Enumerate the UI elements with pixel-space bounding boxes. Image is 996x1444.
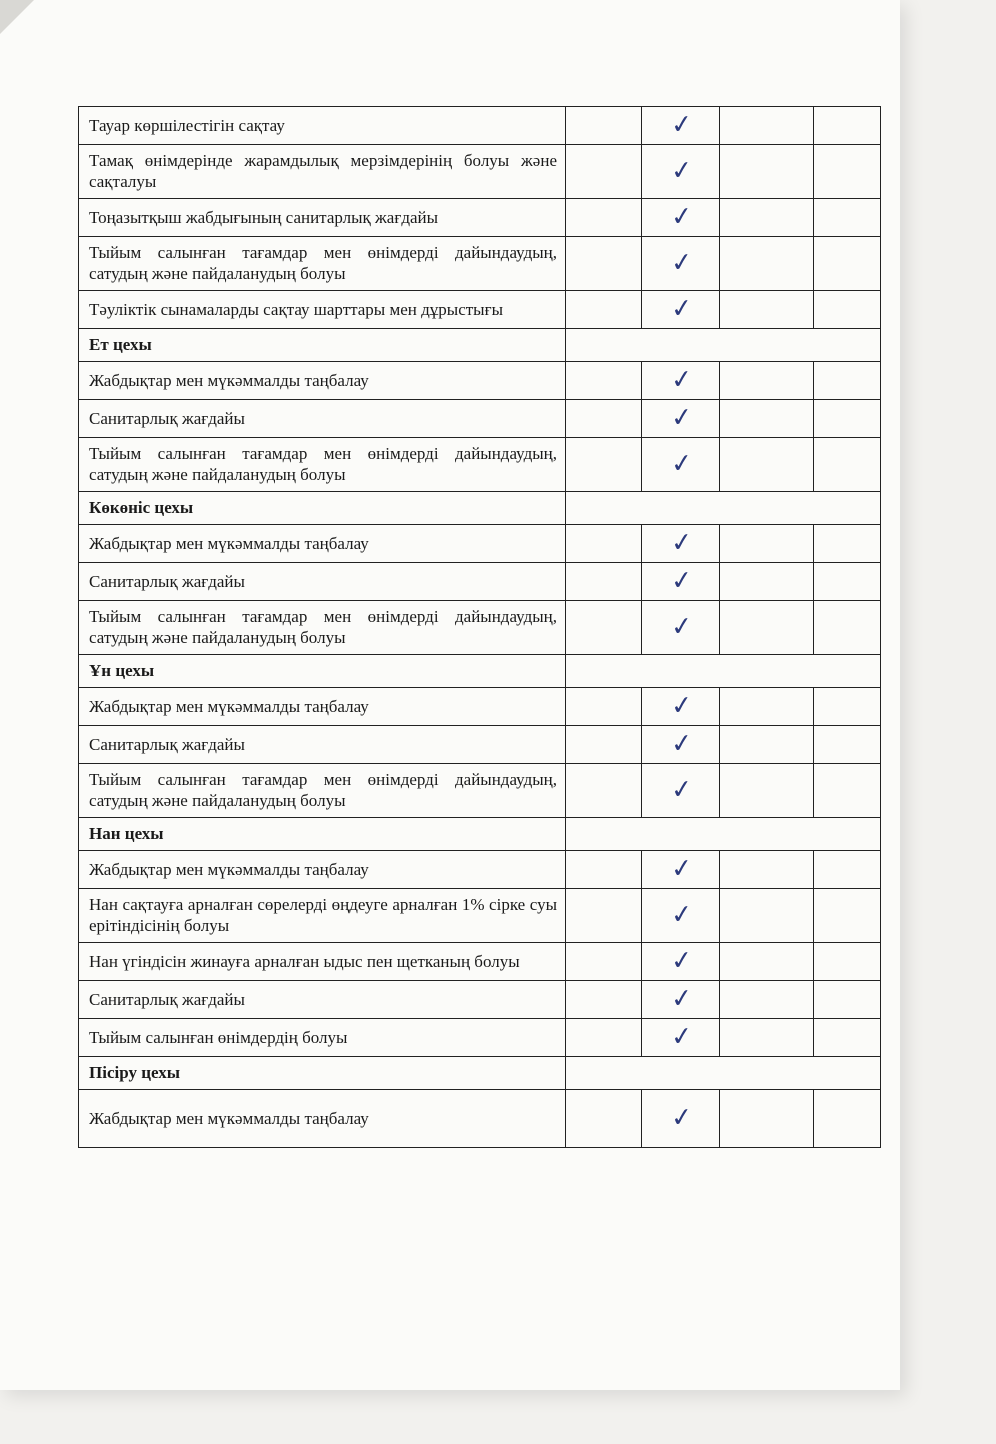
criterion-label: Тыйым салынған тағамдар мен өнімдерді дайындаудың, сатудың және пайдаланудың болуы (79, 601, 566, 655)
checkmark-icon: ✓ (669, 292, 694, 326)
mark-cell-3 (720, 981, 814, 1019)
mark-cell-1 (566, 400, 642, 438)
mark-cell-2 (642, 688, 720, 726)
mark-cell-2 (642, 726, 720, 764)
table-row (79, 889, 881, 943)
mark-cell-1 (566, 563, 642, 601)
mark-cell-3 (720, 688, 814, 726)
table-row (79, 362, 881, 400)
mark-cell-4 (814, 107, 881, 145)
table-row (79, 726, 881, 764)
mark-cell-1 (566, 291, 642, 329)
criterion-label: Жабдықтар мен мүкәммалды таңбалау (79, 362, 566, 400)
mark-cell-1 (566, 362, 642, 400)
mark-cell-4 (814, 851, 881, 889)
table-row (79, 764, 881, 818)
section-title: Ет цехы (79, 329, 566, 362)
checkmark-icon: ✓ (669, 852, 694, 886)
mark-cell-4 (814, 362, 881, 400)
table-row (79, 981, 881, 1019)
mark-cell-4 (814, 237, 881, 291)
mark-cell-2 (642, 291, 720, 329)
mark-cell-1 (566, 525, 642, 563)
mark-cell-1 (566, 688, 642, 726)
criterion-label: Тыйым салынған тағамдар мен өнімдерді дайындаудың, сатудың және пайдаланудың болуы (79, 438, 566, 492)
criterion-label: Санитарлық жағдайы (79, 400, 566, 438)
checkmark-icon: ✓ (669, 108, 694, 142)
section-title: Пісіру цехы (79, 1057, 566, 1090)
mark-cell-3 (720, 889, 814, 943)
mark-cell-1 (566, 764, 642, 818)
section-empty-cell (566, 329, 881, 362)
mark-cell-3 (720, 1019, 814, 1057)
mark-cell-1 (566, 1090, 642, 1148)
table-row (79, 943, 881, 981)
mark-cell-2 (642, 237, 720, 291)
mark-cell-3 (720, 601, 814, 655)
mark-cell-4 (814, 726, 881, 764)
table-row (79, 851, 881, 889)
table-row (79, 688, 881, 726)
criterion-label: Тамақ өнімдерінде жарамдылық мерзімдерінің болуы және сақталуы (79, 145, 566, 199)
mark-cell-3 (720, 237, 814, 291)
mark-cell-2 (642, 943, 720, 981)
mark-cell-1 (566, 981, 642, 1019)
mark-cell-4 (814, 438, 881, 492)
criterion-label: Жабдықтар мен мүкәммалды таңбалау (79, 851, 566, 889)
table-row (79, 525, 881, 563)
criterion-label: Тыйым салынған тағамдар мен өнімдерді дайындаудың, сатудың және пайдаланудың болуы (79, 237, 566, 291)
mark-cell-2 (642, 400, 720, 438)
criterion-label: Жабдықтар мен мүкәммалды таңбалау (79, 525, 566, 563)
mark-cell-1 (566, 199, 642, 237)
mark-cell-4 (814, 563, 881, 601)
checkmark-icon: ✓ (669, 363, 694, 397)
criterion-label: Тоңазытқыш жабдығының санитарлық жағдайы (79, 199, 566, 237)
table-row (79, 145, 881, 199)
mark-cell-4 (814, 1019, 881, 1057)
criterion-label: Тыйым салынған тағамдар мен өнімдерді дайындаудың, сатудың және пайдаланудың болуы (79, 764, 566, 818)
checkmark-icon: ✓ (669, 982, 694, 1016)
checkmark-icon: ✓ (669, 944, 694, 978)
mark-cell-1 (566, 237, 642, 291)
criterion-label: Тәуліктік сынамаларды сақтау шарттары мен дұрыстығы (79, 291, 566, 329)
mark-cell-1 (566, 1019, 642, 1057)
criterion-label: Санитарлық жағдайы (79, 981, 566, 1019)
checkmark-icon: ✓ (669, 1101, 694, 1135)
mark-cell-2 (642, 107, 720, 145)
mark-cell-3 (720, 199, 814, 237)
mark-cell-1 (566, 889, 642, 943)
mark-cell-1 (566, 851, 642, 889)
mark-cell-4 (814, 688, 881, 726)
mark-cell-4 (814, 291, 881, 329)
criterion-label: Тауар көршілестігін сақтау (79, 107, 566, 145)
mark-cell-3 (720, 563, 814, 601)
checkmark-icon: ✓ (669, 526, 694, 560)
checkmark-icon: ✓ (669, 773, 694, 807)
criterion-label: Санитарлық жағдайы (79, 726, 566, 764)
section-empty-cell (566, 1057, 881, 1090)
criterion-label: Жабдықтар мен мүкәммалды таңбалау (79, 688, 566, 726)
page-fold-corner (0, 0, 34, 34)
mark-cell-2 (642, 199, 720, 237)
checkmark-icon: ✓ (669, 154, 694, 188)
mark-cell-3 (720, 291, 814, 329)
mark-cell-2 (642, 438, 720, 492)
mark-cell-1 (566, 943, 642, 981)
mark-cell-4 (814, 943, 881, 981)
mark-cell-3 (720, 362, 814, 400)
mark-cell-1 (566, 145, 642, 199)
mark-cell-2 (642, 563, 720, 601)
table-row (79, 601, 881, 655)
section-row (79, 329, 881, 362)
mark-cell-1 (566, 601, 642, 655)
section-empty-cell (566, 818, 881, 851)
mark-cell-4 (814, 601, 881, 655)
section-row (79, 655, 881, 688)
mark-cell-2 (642, 1019, 720, 1057)
table-row (79, 400, 881, 438)
mark-cell-3 (720, 107, 814, 145)
table-row (79, 1090, 881, 1148)
criterion-label: Санитарлық жағдайы (79, 563, 566, 601)
mark-cell-2 (642, 764, 720, 818)
section-title: Көкөніс цехы (79, 492, 566, 525)
section-row (79, 818, 881, 851)
mark-cell-4 (814, 764, 881, 818)
mark-cell-2 (642, 889, 720, 943)
mark-cell-3 (720, 726, 814, 764)
criterion-label: Нан үгіндісін жинауға арналған ыдыс пен щетканың болуы (79, 943, 566, 981)
mark-cell-1 (566, 107, 642, 145)
table-row (79, 563, 881, 601)
criterion-label: Нан сақтауға арналған сөрелерді өңдеуге арналған 1% сірке суы ерітіндісінің болуы (79, 889, 566, 943)
checkmark-icon: ✓ (669, 898, 694, 932)
mark-cell-2 (642, 851, 720, 889)
mark-cell-4 (814, 199, 881, 237)
mark-cell-3 (720, 943, 814, 981)
table-row (79, 438, 881, 492)
mark-cell-2 (642, 362, 720, 400)
table-row (79, 237, 881, 291)
table-row (79, 107, 881, 145)
checklist-body (79, 107, 881, 1148)
checklist-table (78, 106, 881, 1148)
checkmark-icon: ✓ (669, 447, 694, 481)
checkmark-icon: ✓ (669, 689, 694, 723)
checkmark-icon: ✓ (669, 200, 694, 234)
mark-cell-2 (642, 981, 720, 1019)
checkmark-icon: ✓ (669, 727, 694, 761)
table-row (79, 1019, 881, 1057)
mark-cell-2 (642, 525, 720, 563)
mark-cell-1 (566, 726, 642, 764)
checkmark-icon: ✓ (669, 401, 694, 435)
section-empty-cell (566, 655, 881, 688)
mark-cell-2 (642, 601, 720, 655)
checkmark-icon: ✓ (669, 564, 694, 598)
table-row (79, 291, 881, 329)
section-title: Нан цехы (79, 818, 566, 851)
mark-cell-3 (720, 438, 814, 492)
mark-cell-2 (642, 1090, 720, 1148)
mark-cell-3 (720, 1090, 814, 1148)
mark-cell-3 (720, 525, 814, 563)
checkmark-icon: ✓ (669, 246, 694, 280)
checkmark-icon: ✓ (669, 610, 694, 644)
mark-cell-4 (814, 400, 881, 438)
mark-cell-4 (814, 981, 881, 1019)
checkmark-icon: ✓ (669, 1020, 694, 1054)
criterion-label: Тыйым салынған өнімдердің болуы (79, 1019, 566, 1057)
criterion-label: Жабдықтар мен мүкәммалды таңбалау (79, 1090, 566, 1148)
mark-cell-4 (814, 1090, 881, 1148)
section-title: Ұн цехы (79, 655, 566, 688)
section-empty-cell (566, 492, 881, 525)
mark-cell-3 (720, 400, 814, 438)
section-row (79, 492, 881, 525)
mark-cell-4 (814, 525, 881, 563)
table-row (79, 199, 881, 237)
mark-cell-3 (720, 851, 814, 889)
mark-cell-4 (814, 145, 881, 199)
mark-cell-3 (720, 764, 814, 818)
mark-cell-1 (566, 438, 642, 492)
mark-cell-4 (814, 889, 881, 943)
mark-cell-2 (642, 145, 720, 199)
mark-cell-3 (720, 145, 814, 199)
section-row (79, 1057, 881, 1090)
